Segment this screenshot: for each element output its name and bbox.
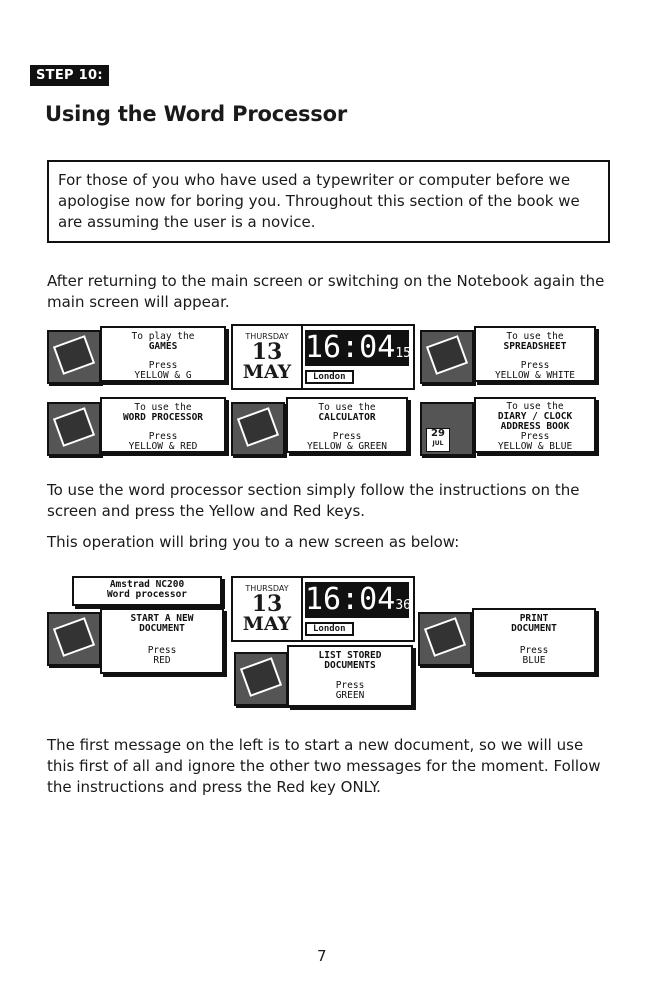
wp-clock-city: London	[305, 622, 354, 636]
clock-date: 13	[251, 339, 283, 365]
step-label: STEP 10:	[30, 65, 109, 86]
start-document-icon	[47, 612, 101, 666]
paragraph-main-screen: After returning to the main screen or switching on the Notebook again the main screen will appear.	[47, 272, 605, 311]
spreadsheet-panel: To use the SPREADSHEET Press YELLOW & WHITE	[474, 326, 596, 382]
paragraph-word-processor: To use the word processor section simply follow the instructions on the screen and press the Yellow and Red keys.	[47, 481, 580, 520]
word-processor-icon	[47, 402, 101, 456]
paragraph-new-screen: This operation will bring you to a new screen as below:	[47, 533, 460, 551]
clock-day: THURSDAY	[245, 332, 289, 341]
page-title: Using the Word Processor	[45, 102, 347, 126]
calculator-panel: To use the CALCULATOR Press YELLOW & GREEN	[286, 397, 408, 453]
list-stored-documents-panel: LIST STORED DOCUMENTS Press GREEN	[287, 645, 413, 707]
wp-header-panel: Amstrad NC200 Word processor	[72, 576, 222, 606]
wp-clock-month: MAY	[242, 613, 292, 635]
wp-clock-time-display: 16:0436	[305, 582, 411, 617]
calculator-icon	[231, 402, 285, 456]
word-processor-panel: To use the WORD PROCESSOR Press YELLOW & RED	[100, 397, 226, 453]
intro-box: For those of you who have used a typewriter or computer before we apologise now for boring you. Throughout this section of the book we are assuming the user is a novice.	[47, 160, 610, 243]
clock-panel	[231, 324, 415, 390]
games-icon	[47, 330, 101, 384]
start-new-document-panel: START A NEW DOCUMENT Press RED	[100, 608, 224, 674]
diary-panel: To use the DIARY / CLOCK ADDRESS BOOK Press YELLOW & BLUE	[474, 397, 596, 453]
printer-icon	[418, 612, 472, 666]
print-document-panel: PRINT DOCUMENT Press BLUE	[472, 608, 596, 674]
clock-month: MAY	[242, 361, 292, 383]
games-panel: To play the GAMES Press YELLOW & G	[100, 326, 226, 382]
wp-clock-day: THURSDAY	[245, 584, 289, 593]
wp-clock-panel	[231, 576, 415, 642]
clock-time-display: 16:0415	[305, 330, 411, 365]
page-number: 7	[317, 947, 327, 965]
diary-icon	[420, 402, 474, 456]
diary-icon-month: JUL	[432, 440, 444, 447]
list-documents-icon	[234, 652, 288, 706]
clock-city: London	[305, 370, 354, 384]
wp-clock-date: 13	[251, 591, 283, 617]
diary-icon-date: 29	[431, 428, 445, 439]
spreadsheet-icon	[420, 330, 474, 384]
paragraph-first-message: The first message on the left is to start a new document, so we will use this first of all and ignore the other two messages for the moment. Follow the instructions and press the Red key ONLY.	[47, 736, 601, 796]
